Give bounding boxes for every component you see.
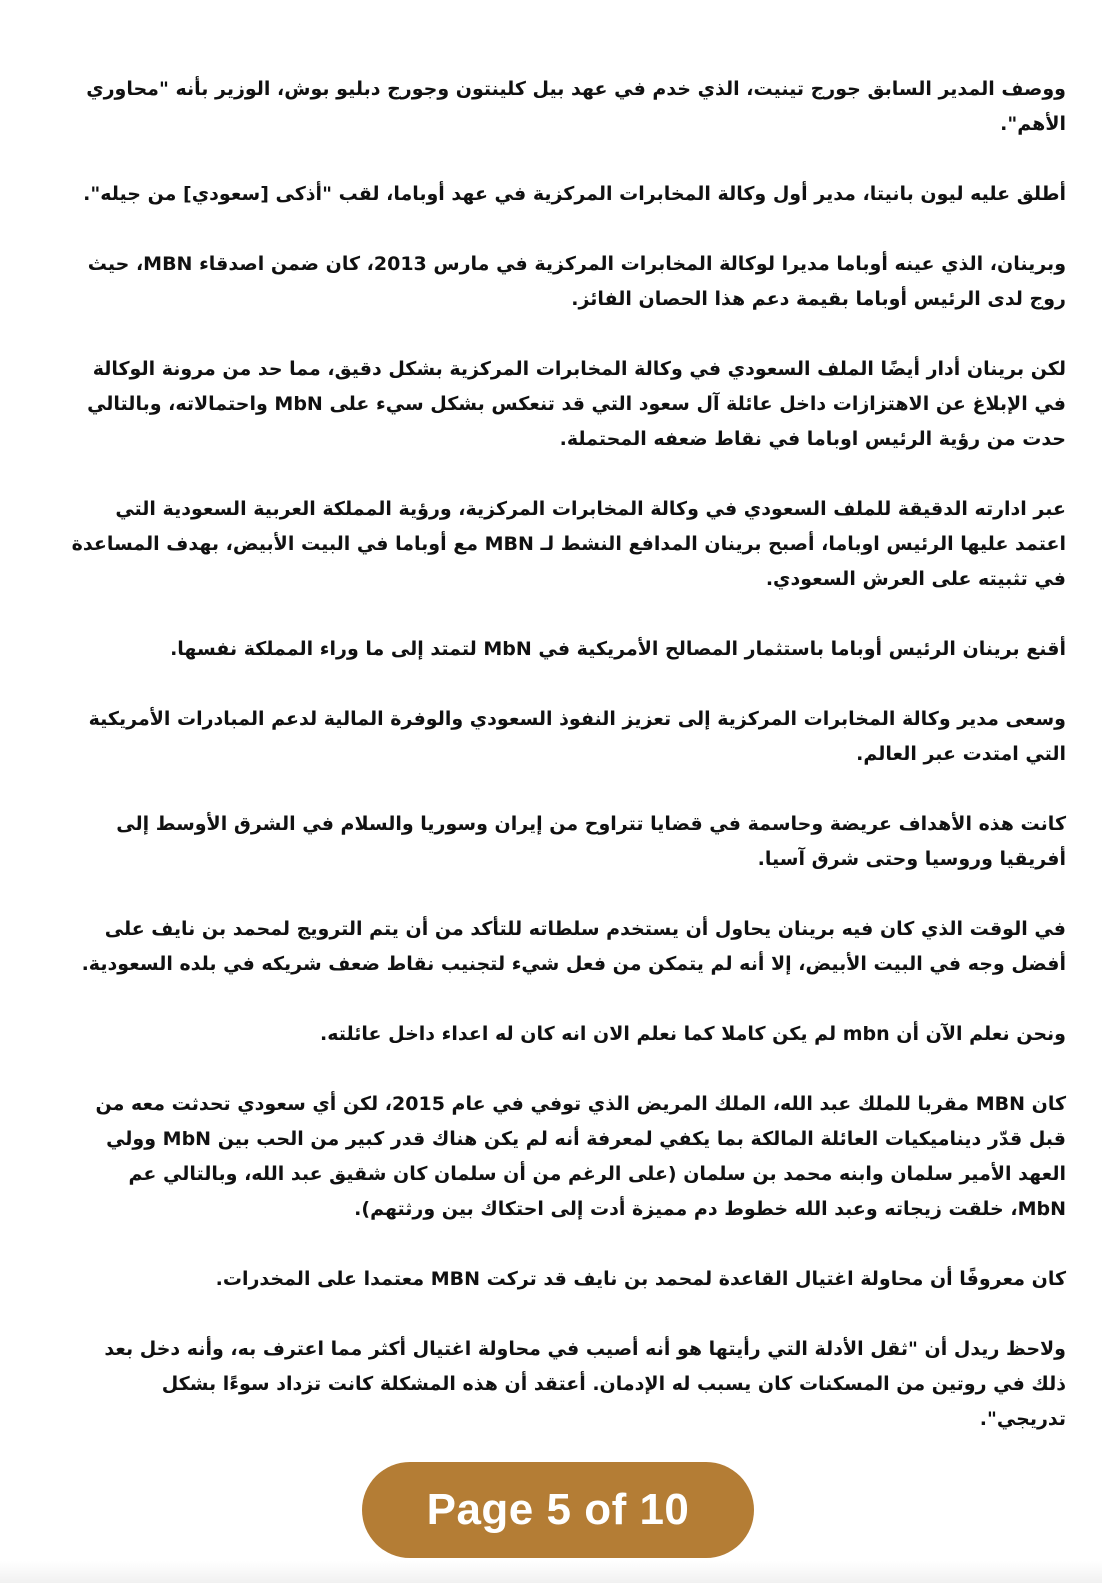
paragraph: لكن برينان أدار أيضًا الملف السعودي في وكالة المخابرات المركزية بشكل دقيق، مما حد من مرونة الوكالة في الإبلاغ عن الاهتزازات داخل عائلة آل سعود التي قد تنعكس بشكل سيء على MbN واحتمالاته، وبالتالي حدت من رؤية الرئيس اوباما في نقاط ضعفه المحتملة. [87,358,1066,450]
paragraph: وبرينان، الذي عينه أوباما مديرا لوكالة المخابرات المركزية في مارس 2013، كان ضمن اصدقاء MBN، حيث روج لدى الرئيس أوباما بقيمة دعم هذا الحصان الفائز. [87,253,1066,310]
paragraph: وسعى مدير وكالة المخابرات المركزية إلى تعزيز النفوذ السعودي والوفرة المالية لدعم المبادرات الأمريكية التي امتدت عبر العالم. [88,708,1066,765]
bottom-edge [0,1561,1102,1583]
paragraph: ونحن نعلم الآن أن mbn لم يكن كاملا كما نعلم الان انه كان له اعداء داخل عائلته. [320,1023,1066,1045]
paragraph: عبر ادارته الدقيقة للملف السعودي في وكالة المخابرات المركزية، ورؤية المملكة العربية السعودية التي اعتمد عليها الرئيس اوباما، أصبح برينان المدافع النشط لـ MBN مع أوباما في البيت الأبيض، بهدف المساعدة في تثبيته على العرش السعودي. [71,498,1066,590]
paragraph: ووصف المدير السابق جورج تينيت، الذي خدم في عهد بيل كلينتون وجورج دبليو بوش، الوزير بأنه "محاوري الأهم". [86,78,1066,135]
paragraph: كانت هذه الأهداف عريضة وحاسمة في قضايا تتراوح من إيران وسوريا والسلام في الشرق الأوسط إلى أفريقيا وروسيا وحتى شرق آسيا. [116,813,1066,870]
paragraph: أطلق عليه ليون بانيتا، مدير أول وكالة المخابرات المركزية في عهد أوباما، لقب "أذكى [سعودي] من جيله". [83,183,1066,205]
paragraph: في الوقت الذي كان فيه برينان يحاول أن يستخدم سلطاته للتأكد من أن يتم الترويج لمحمد بن نايف على أفضل وجه في البيت الأبيض، إلا أنه لم يتمكن من فعل شيء لتجنيب نقاط ضعف شريكه في بلده السعودية. [81,918,1066,975]
paragraph: كان معروفًا أن محاولة اغتيال القاعدة لمحمد بن نايف قد تركت MBN معتمدا على المخدرات. [215,1268,1066,1290]
page-indicator-label: Page 5 of 10 [426,1485,690,1534]
paragraph: ولاحظ ريدل أن "ثقل الأدلة التي رأيتها هو أنه أصيب في محاولة اغتيال أكثر مما اعترف به، وأنه دخل بعد ذلك في روتين من المسكنات كان يسبب له الإدمان. أعتقد أن هذه المشكلة كانت تزداد سوءًا بشكل تدريجي". [104,1338,1066,1430]
paragraph: أقنع برينان الرئيس أوباما باستثمار المصالح الأمريكية في MbN لتمتد إلى ما وراء المملكة نفسها. [170,638,1066,660]
paragraph: كان MBN مقربا للملك عبد الله، الملك المريض الذي توفي في عام 2015، لكن أي سعودي تحدثت معه من قبل قدّر ديناميكيات العائلة المالكة بما يكفي لمعرفة أنه لم يكن هناك قدر كبير من الحب بين MbN وولي العهد الأمير سلمان وابنه محمد بن سلمان (على الرغم من أن سلمان كان شقيق عبد الله، وبالتالي عم MbN، خلقت زيجاته وعبد الله خطوط دم مميزة أدت إلى احتكاك بين ورثتهم). [95,1093,1066,1220]
document-body [70,72,1066,1472]
page-indicator-button[interactable] [362,1462,754,1558]
